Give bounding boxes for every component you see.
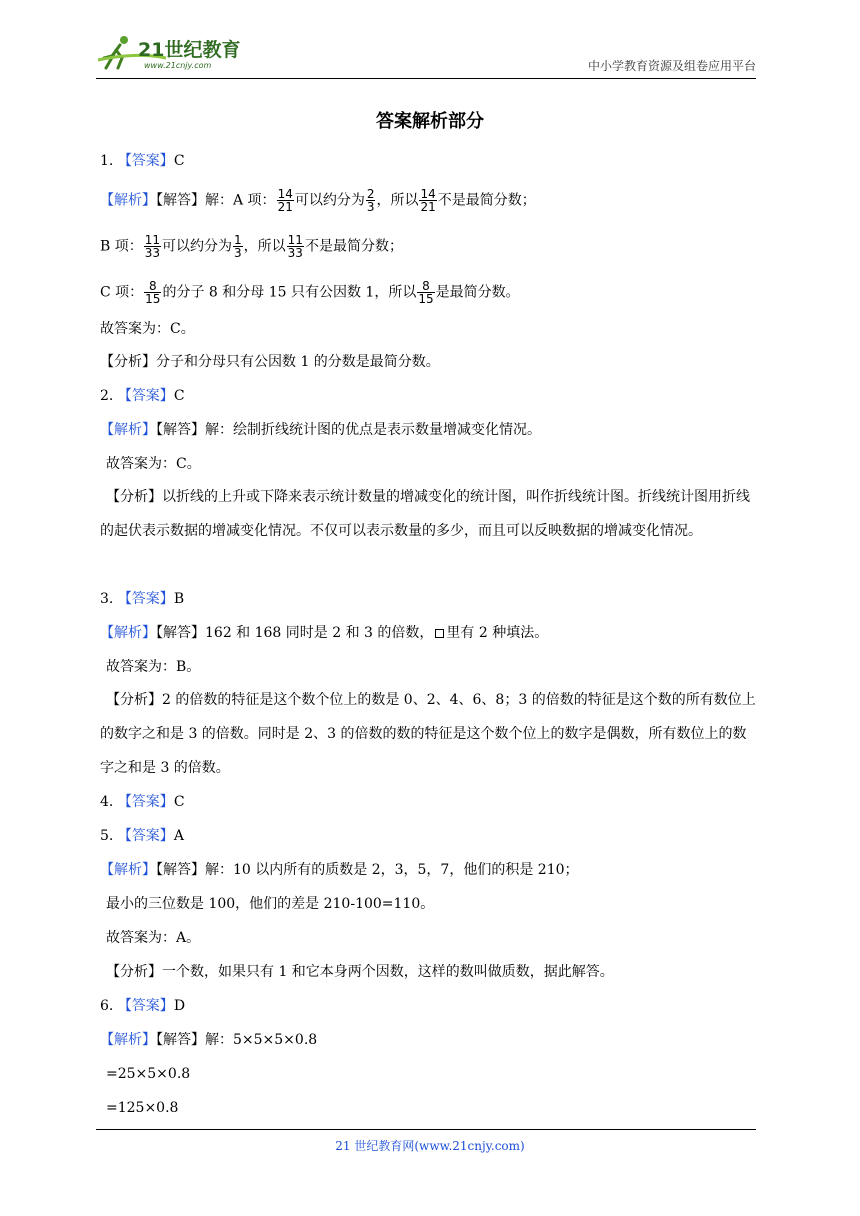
jiexi-tag: 【解析】 <box>100 192 156 209</box>
q3-jiexi: 【解析】【解答】162 和 168 同时是 2 和 3 的倍数， 里有 2 种填法。 <box>100 625 549 641</box>
q3-number: 3. <box>100 591 114 607</box>
answer-tag: 【答案】 <box>117 794 174 810</box>
blank-square-icon <box>435 629 444 638</box>
fraction: $\frac{8}{15}$ <box>418 279 434 306</box>
fraction: $\frac{11}{33}$ <box>287 233 303 260</box>
svg-text:21世纪教育: 21世纪教育 <box>138 39 241 61</box>
q5-number: 5. <box>100 828 114 844</box>
answer-tag: 【答案】 <box>117 388 174 404</box>
q6-number: 6. <box>100 998 114 1014</box>
q2-analysis: 【分析】以折线的上升或下降来表示统计数量的增减变化的统计图，叫作折线统计图。折线统计图用折线的起伏表示数据的增减变化情况。不仅可以表示数量的多少，而且可以反映数据的增减变化情况。 <box>100 489 750 539</box>
q2-answer-line <box>100 386 185 406</box>
q6-answer: D <box>173 998 186 1014</box>
q1-answer-line <box>100 151 185 171</box>
fraction: $\frac{1}{3}$ <box>234 233 242 260</box>
page-header <box>96 34 756 79</box>
answer-tag: 【答案】 <box>117 591 174 607</box>
q2-answer: C <box>173 388 185 404</box>
q2-jiexi: 【解析】【解答】解：绘制折线统计图的优点是表示数量增减变化情况。 <box>100 422 541 438</box>
q1-answer: C <box>173 153 185 169</box>
answer-tag: 【答案】 <box>117 828 174 844</box>
q3-answer-line <box>100 589 184 609</box>
fraction: $\frac{14}{21}$ <box>420 187 436 214</box>
q5-answer-line <box>100 826 184 846</box>
q4-number: 4. <box>100 794 114 810</box>
q1-conclusion: 故答案为：C。 <box>100 321 195 337</box>
q3-answer: B <box>173 591 185 607</box>
answer-tag: 【答案】 <box>117 153 174 169</box>
logo <box>96 34 266 74</box>
fraction: $\frac{11}{33}$ <box>144 233 161 260</box>
q4-answer: C <box>173 794 185 810</box>
q6-answer-line <box>100 996 185 1016</box>
jiexi-tag: 【解析】 <box>100 422 156 438</box>
q3-analysis: 【分析】2 的倍数的特征是这个数个位上的数是 0、2、4、6、8；3 的倍数的特征是这个数的所有数位上的数字之和是 3 的倍数。同时是 2、3 的倍数的数的特征是这个数个位上的数字是偶数，所有数位上的数字之和是 3 的倍数。 <box>100 692 756 776</box>
q1-jiexi-line1: 【解析】【解答】解：A 项： $\frac{14}{21}$ 可以约分为 $\frac{2}{3}$ ，所以 $\frac{14}{21}$ 不是最简分数； <box>100 187 536 214</box>
fraction: $\frac{2}{3}$ <box>366 187 375 214</box>
q5-conclusion: 故答案为：A。 <box>106 930 201 946</box>
jiexi-tag: 【解析】 <box>100 625 156 641</box>
q2-conclusion: 故答案为：C。 <box>106 456 201 472</box>
answer-tag: 【答案】 <box>117 998 174 1014</box>
page-title: 答案解析部分 <box>376 111 484 132</box>
q1-jiexi-line3: C 项： $\frac{8}{15}$ 的分子 8 和分母 15 只有公因数 1，所以 $\frac{8}{15}$ 是最简分数。 <box>100 279 520 306</box>
fraction: $\frac{8}{15}$ <box>145 279 161 306</box>
q6-step1: =25×5×0.8 <box>106 1066 191 1082</box>
jiexi-tag: 【解析】 <box>100 1032 156 1048</box>
q3-conclusion: 故答案为：B。 <box>106 659 201 675</box>
footer-divider <box>96 1129 756 1130</box>
q1-jiexi-line2: B 项： $\frac{11}{33}$ 可以约分为 $\frac{1}{3}$ ，所以 $\frac{11}{33}$ 不是最简分数； <box>100 233 403 260</box>
fraction: $\frac{14}{21}$ <box>277 187 293 214</box>
q5-jiexi: 【解析】【解答】解：10 以内所有的质数是 2，3，5，7，他们的积是 210； <box>100 862 579 878</box>
q1-analysis: 【分析】分子和分母只有公因数 1 的分数是最简分数。 <box>100 354 440 370</box>
jiexi-tag: 【解析】 <box>100 862 156 878</box>
svg-text:www.21cnjy.com: www.21cnjy.com <box>144 61 212 70</box>
q2-number: 2. <box>100 388 114 404</box>
q5-answer: A <box>173 828 184 844</box>
q6-step2: =125×0.8 <box>106 1100 179 1116</box>
q5-line2: 最小的三位数是 100，他们的差是 210-100=110。 <box>106 896 435 912</box>
q5-analysis: 【分析】一个数，如果只有 1 和它本身两个因数，这样的数叫做质数，据此解答。 <box>106 964 614 980</box>
q4-answer-line <box>100 792 185 812</box>
q1-number: 1. <box>100 153 114 169</box>
page-footer: 21 世纪教育网(www.21cnjy.com) <box>335 1139 525 1153</box>
q6-jiexi: 【解析】【解答】解：5×5×5×0.8 <box>100 1032 318 1048</box>
header-platform-text: 中小学教育资源及组卷应用平台 <box>587 59 756 73</box>
